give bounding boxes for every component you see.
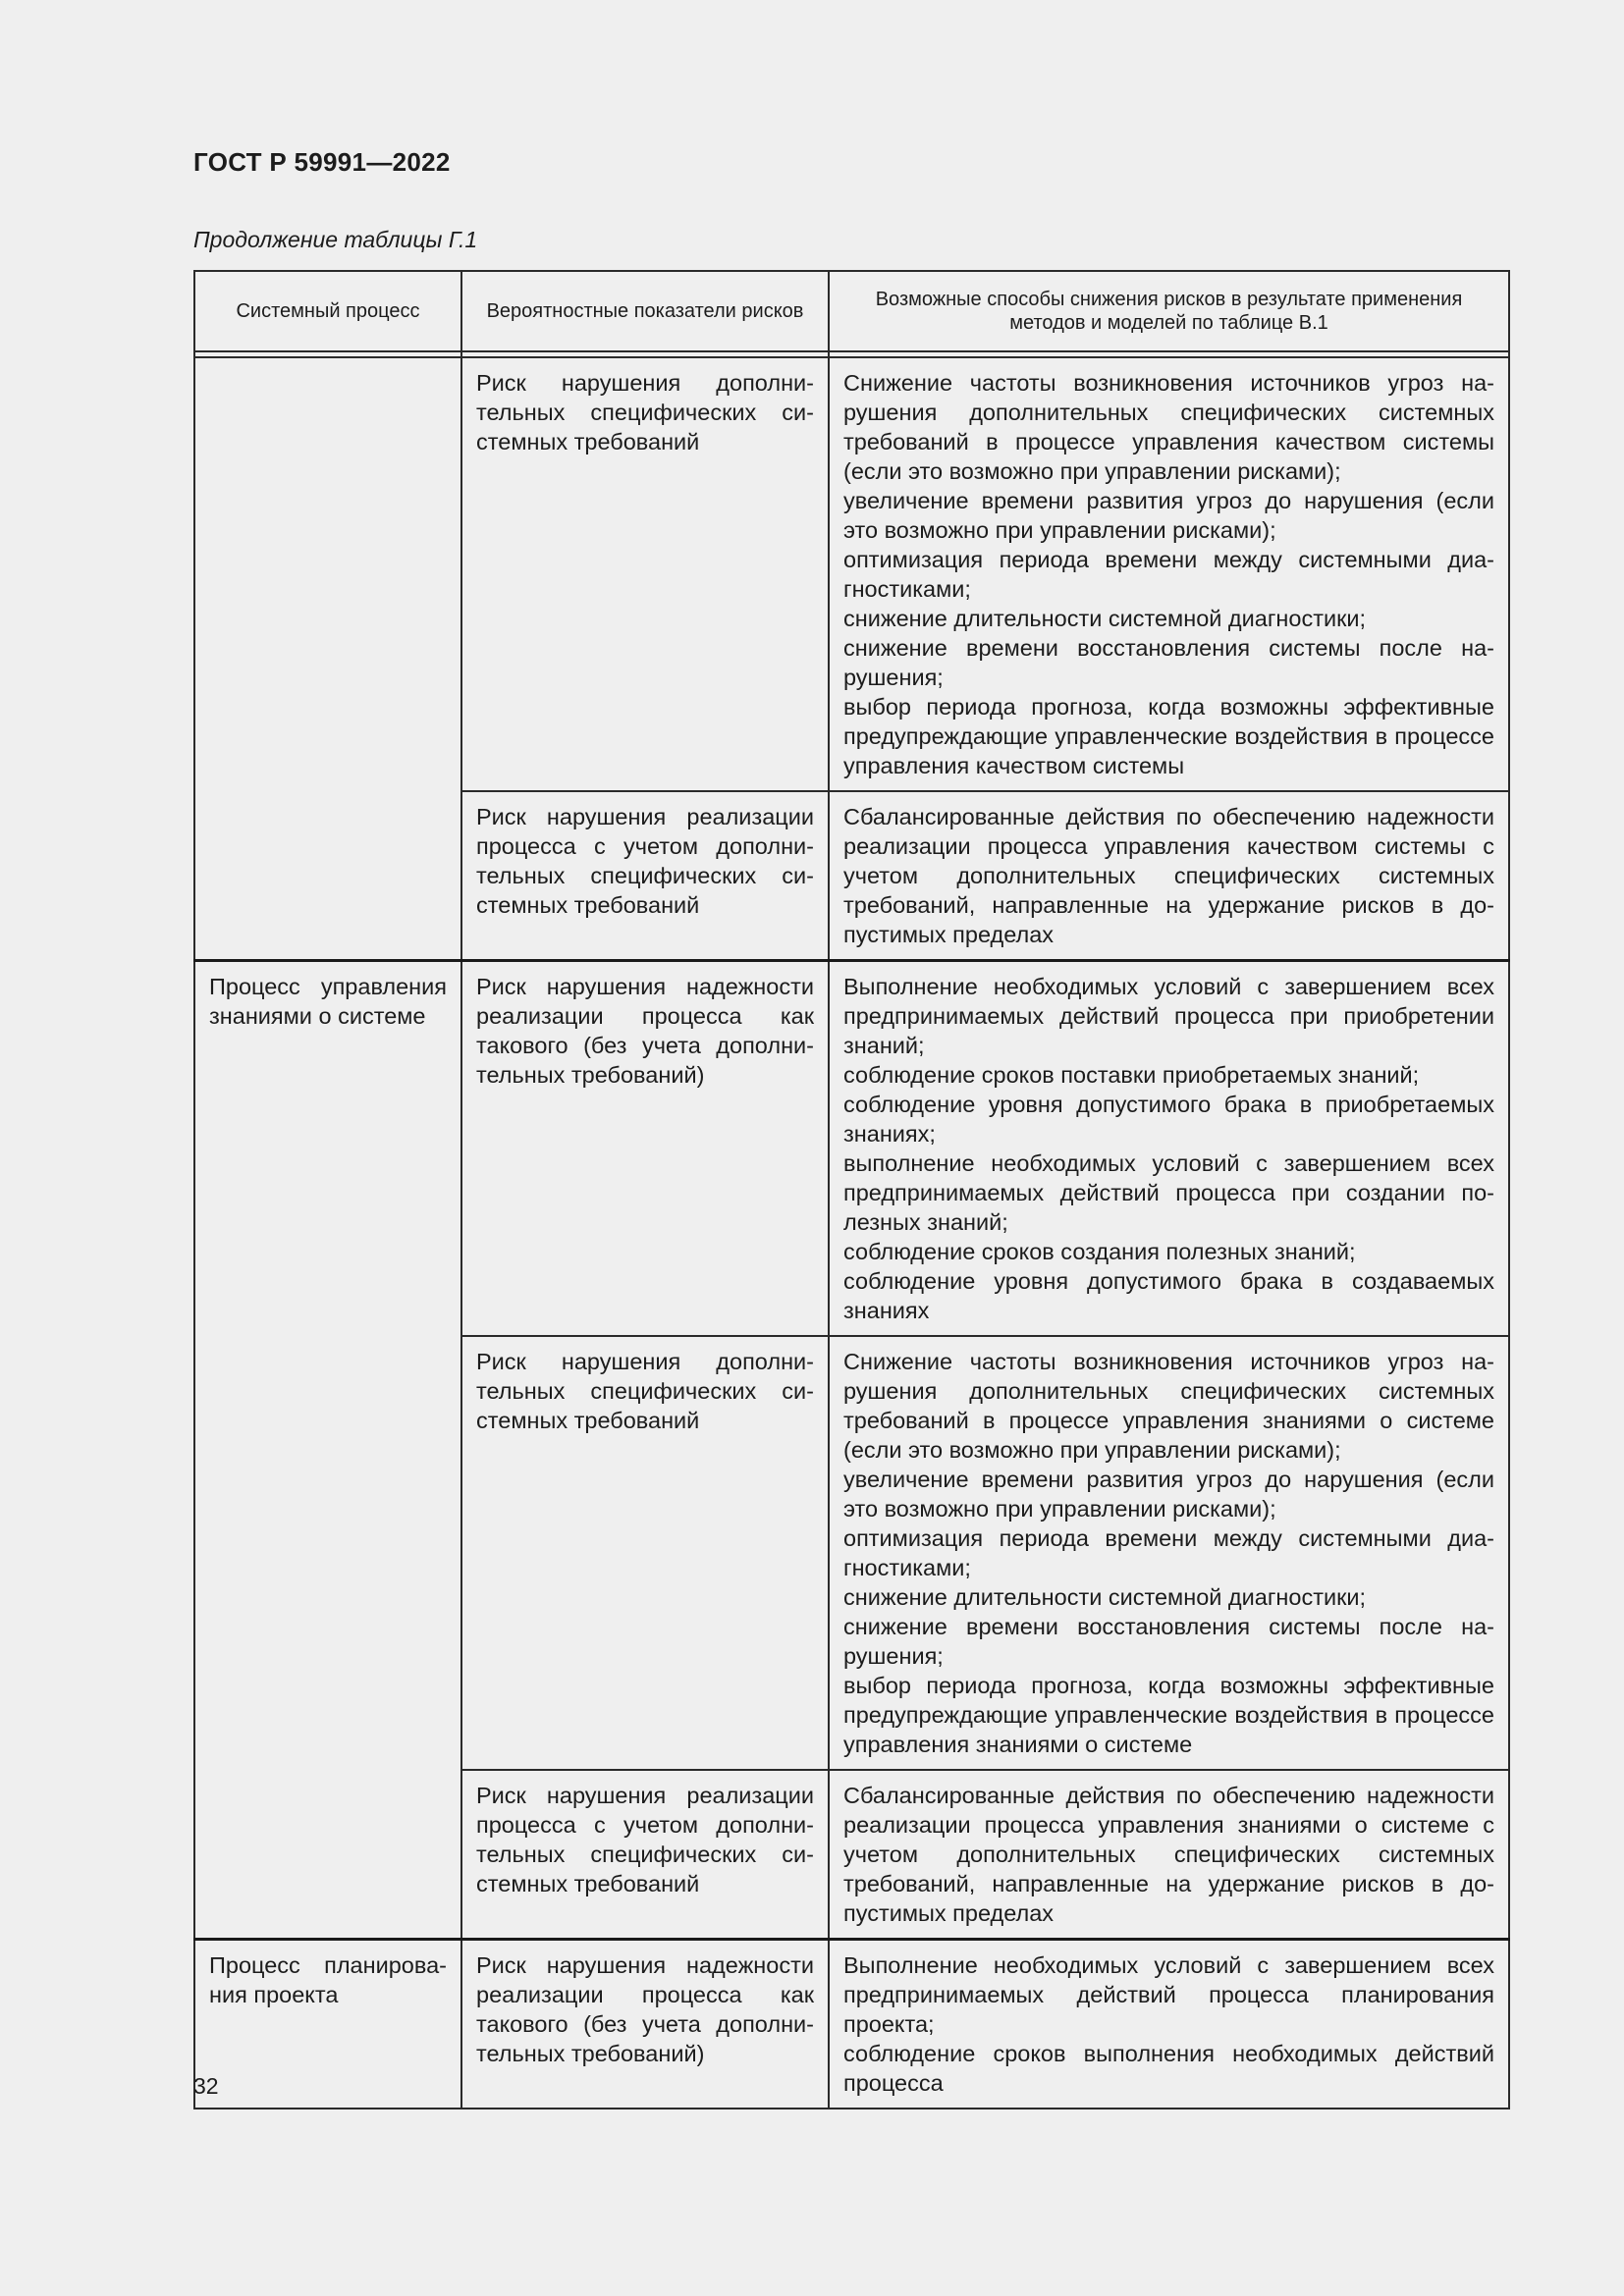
method-item: выполнение необходимых условий с завершением всех предпринимаемых действий процесса при создании полезных знаний; <box>843 1150 1494 1235</box>
document-header: ГОСТ Р 59991—2022 <box>193 147 451 177</box>
method-item: соблюдение уровня допустимого брака в создаваемых знаниях <box>843 1268 1494 1323</box>
methods-cell <box>829 1336 1509 1770</box>
method-item: Сбалансированные действия по обеспечению надежности реализации процесса управления знаниями о системе с учетом дополнительных специфических системных требований, направленные на удержание рисков в допустимых пределах <box>843 1783 1494 1926</box>
header-row <box>194 271 1509 351</box>
header-system-process: Системный процесс <box>194 271 461 351</box>
risk-indicator-cell: Риск нарушения надежности реализации процесса как такового (без учета дополнительных требований) <box>461 961 829 1337</box>
method-item: снижение длительности системной диагностики; <box>843 606 1367 631</box>
method-item: Выполнение необходимых условий с завершением всех предпринимаемых действий процесса при приобретении знаний; <box>843 974 1494 1058</box>
risk-indicator-cell: Риск нарушения реализации процесса с учетом дополнительных специфических системных требований <box>461 791 829 961</box>
header-mitigation-methods: Возможные способы снижения рисков в результате применения методов и моделей по таблице В.1 <box>829 271 1509 351</box>
method-item: выбор периода прогноза, когда возможны эффективные предупреждающие управленческие воздействия в процессе управления знаниями о системе <box>843 1673 1494 1757</box>
method-item: снижение длительности системной диагностики; <box>843 1584 1367 1610</box>
table-row <box>194 1940 1509 2109</box>
method-item: Сбалансированные действия по обеспечению надежности реализации процесса управления качеством системы с учетом дополнительных специфических системных требований, направленные на удержание рисков в допустимых пределах <box>843 804 1494 947</box>
table-caption: Продолжение таблицы Г.1 <box>193 227 478 252</box>
risk-table <box>193 270 1510 2109</box>
methods-cell <box>829 791 1509 961</box>
method-item: Снижение частоты возникновения источников угроз нарушения дополнительных специфических системных требований в процессе управления качеством системы (если это возможно при управлении рисками); <box>843 370 1494 484</box>
page-number: 32 <box>193 2073 219 2099</box>
process-cell: Процесс управления знаниями о системе <box>194 961 461 1940</box>
process-cell: Процесс планирования проекта <box>194 1940 461 2109</box>
method-item: Выполнение необходимых условий с завершением всех предпринимаемых действий процесса планирования проекта; <box>843 1952 1494 2037</box>
methods-cell <box>829 1940 1509 2109</box>
table-row <box>194 357 1509 791</box>
method-item: выбор периода прогноза, когда возможны эффективные предупреждающие управленческие воздействия в процессе управления качеством системы <box>843 694 1494 778</box>
method-item: снижение времени восстановления системы после нарушения; <box>843 1614 1494 1669</box>
method-item: увеличение времени развития угроз до нарушения (если это возможно при управлении рисками); <box>843 1467 1494 1522</box>
methods-cell <box>829 357 1509 791</box>
risk-indicator-cell: Риск нарушения надежности реализации процесса как такового (без учета дополнительных требований) <box>461 1940 829 2109</box>
method-item: оптимизация периода времени между системными диагностиками; <box>843 547 1494 602</box>
header-risk-indicators: Вероятностные показатели рисков <box>461 271 829 351</box>
method-item: соблюдение сроков поставки приобретаемых знаний; <box>843 1062 1420 1088</box>
table-row <box>194 961 1509 1337</box>
method-item: увеличение времени развития угроз до нарушения (если это возможно при управлении рисками); <box>843 488 1494 543</box>
method-item: оптимизация периода времени между системными диагностиками; <box>843 1525 1494 1580</box>
method-item: соблюдение уровня допустимого брака в приобретаемых знаниях; <box>843 1092 1494 1147</box>
method-item: снижение времени восстановления системы после нарушения; <box>843 635 1494 690</box>
risk-indicator-cell: Риск нарушения дополнительных специфических системных требований <box>461 357 829 791</box>
method-item: Снижение частоты возникновения источников угроз нарушения дополнительных специфических системных требований в процессе управления знаниями о системе (если это возможно при управлении рисками); <box>843 1349 1494 1463</box>
risk-indicator-cell: Риск нарушения реализации процесса с учетом дополнительных специфических системных требований <box>461 1770 829 1940</box>
process-cell <box>194 357 461 961</box>
methods-cell <box>829 1770 1509 1940</box>
method-item: соблюдение сроков выполнения необходимых действий процесса <box>843 2041 1494 2096</box>
methods-cell <box>829 961 1509 1337</box>
method-item: соблюдение сроков создания полезных знаний; <box>843 1239 1356 1264</box>
risk-indicator-cell: Риск нарушения дополнительных специфических системных требований <box>461 1336 829 1770</box>
